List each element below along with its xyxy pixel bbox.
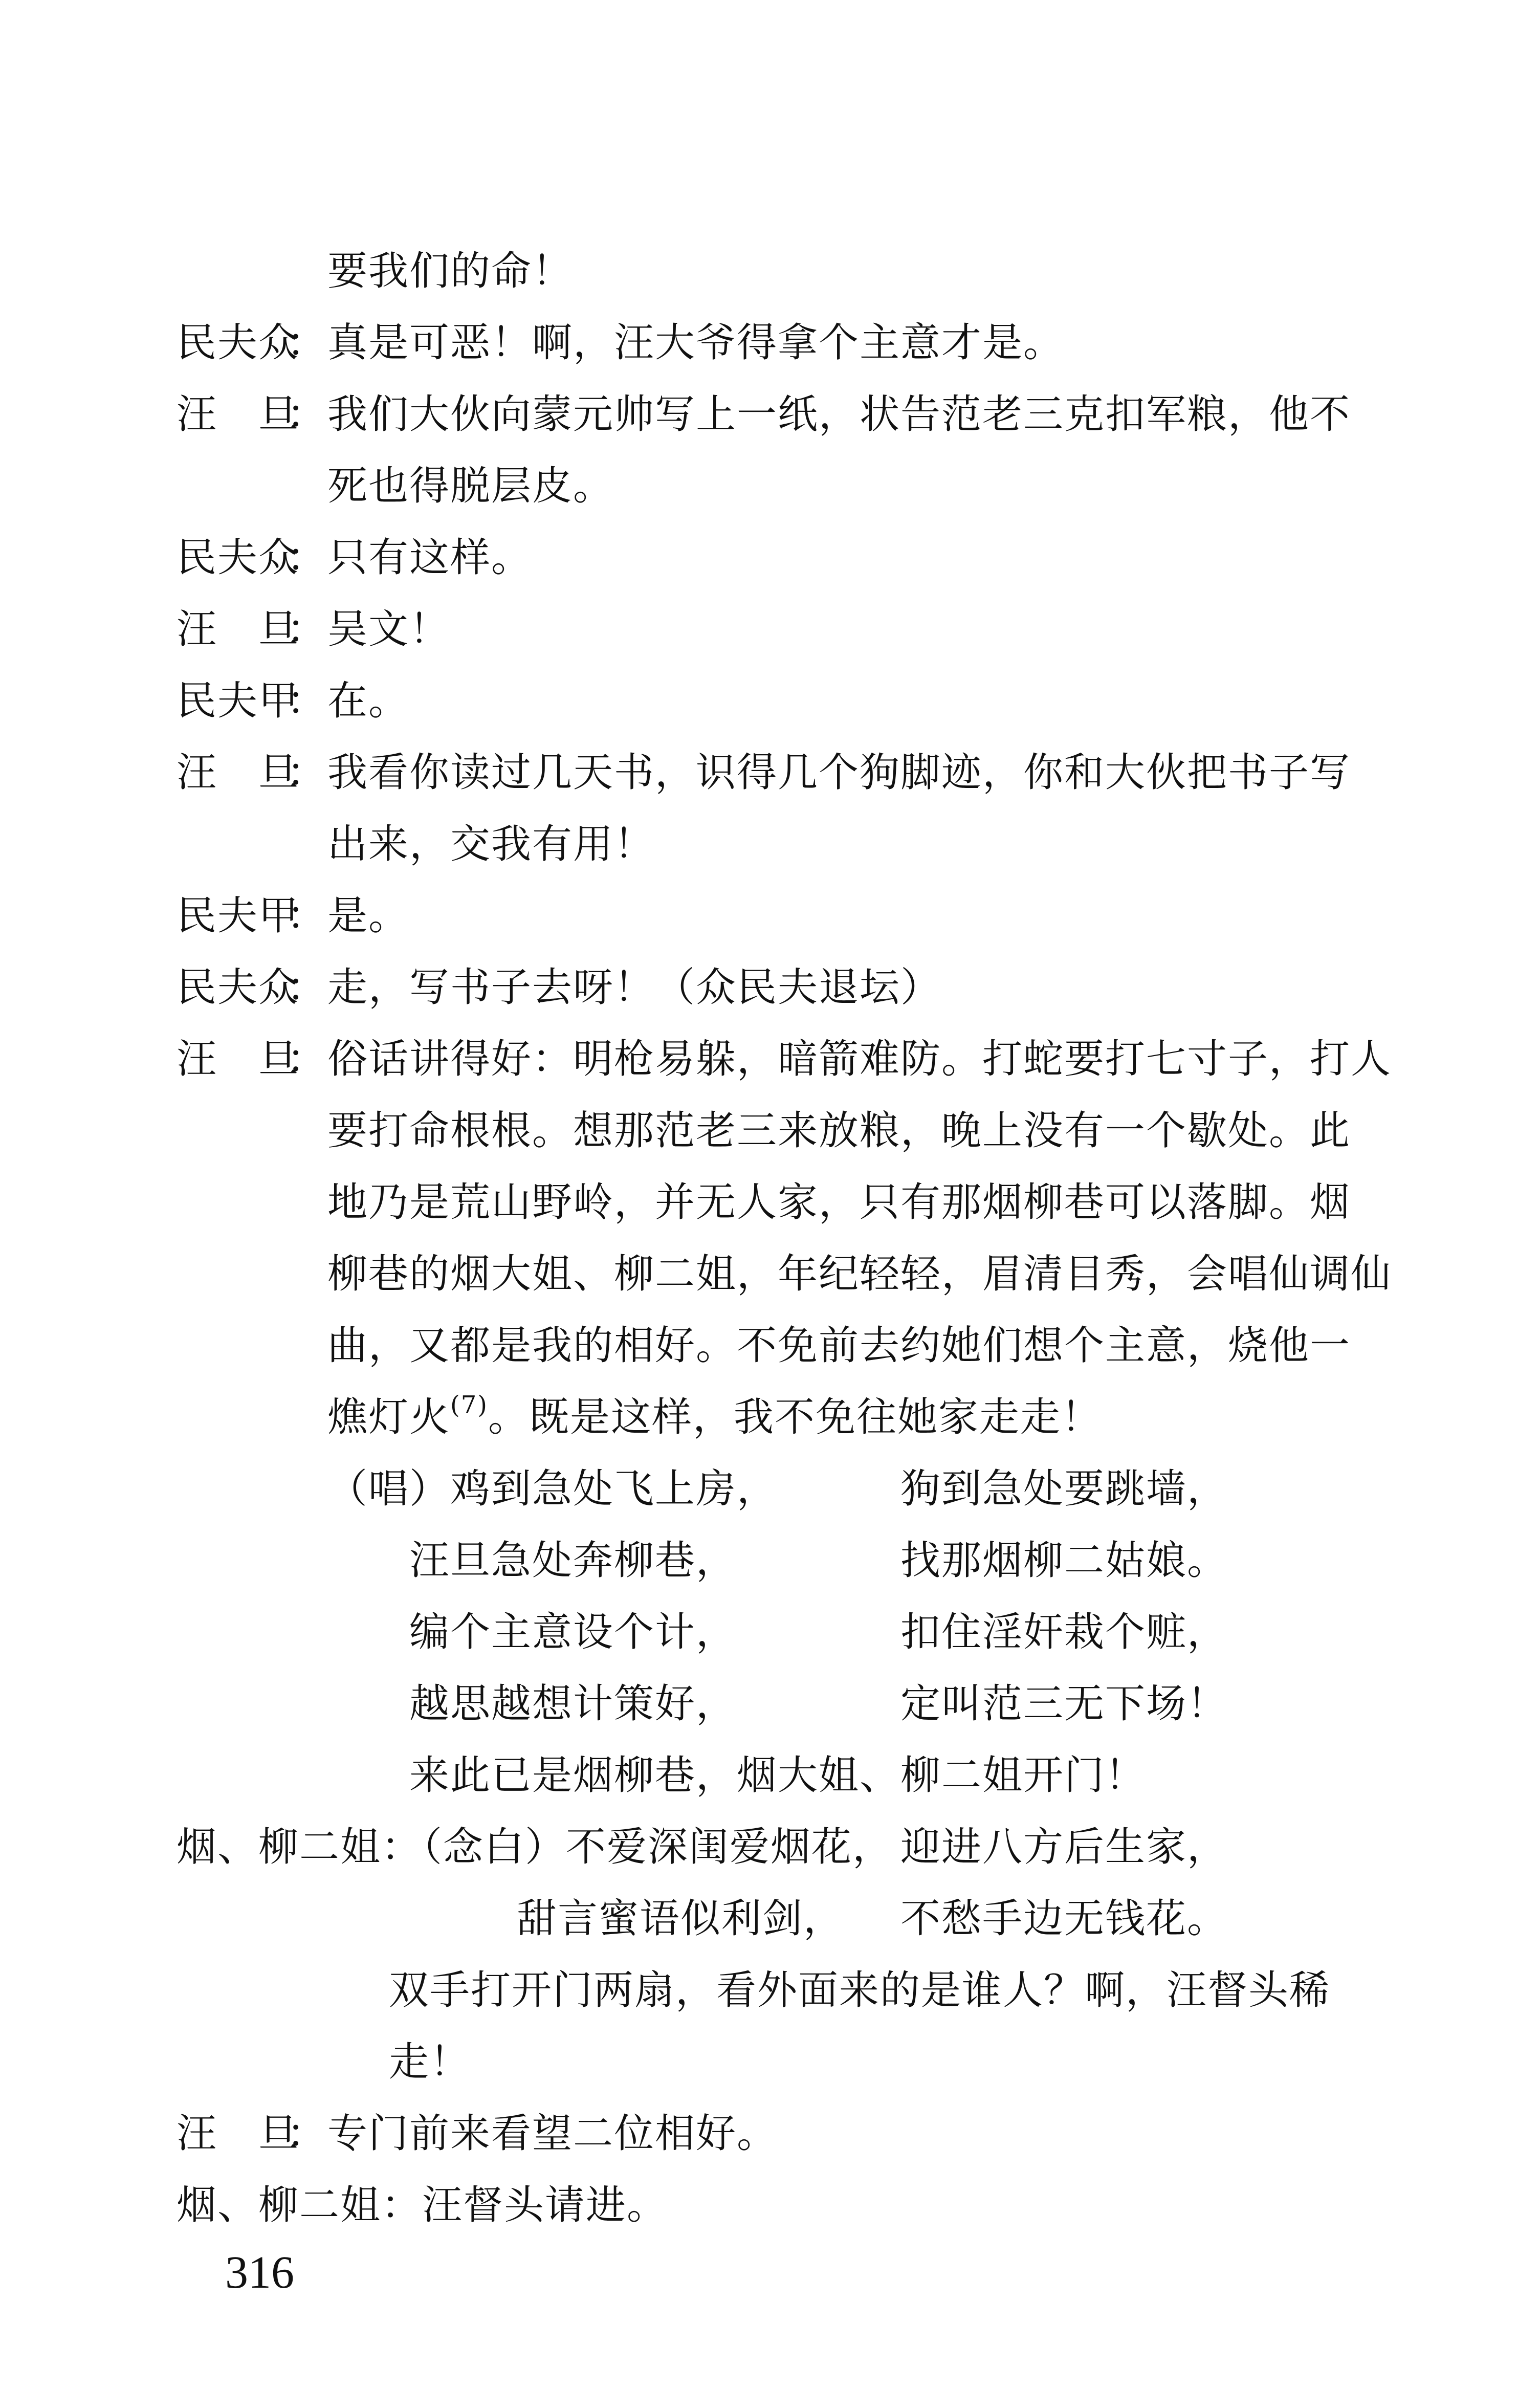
song-line: 找那烟柳二姑娘。 (900, 1538, 1228, 1584)
dialogue-line: 来此已是烟柳巷，烟大姐、柳二姐开门！ (409, 1752, 1147, 1799)
dialogue-line: 烟、柳二姐：汪督头请进。 (177, 2175, 668, 2236)
song-line: 越思越想计策好， (409, 1681, 737, 1727)
dialogue-line: 民夫甲：是。 (177, 885, 409, 947)
song-line: 编个主意设个计， (409, 1609, 737, 1655)
song-line: 狗到急处要跳墙， (900, 1466, 1228, 1512)
dialogue-line: 双手打开门两扇，看外面来的是谁人？啊，汪督头稀 (389, 1967, 1331, 2013)
dialogue-line: 汪 旦：俗话讲得好：明枪易躲，暗箭难防。打蛇要打七寸子，打人 (177, 1028, 1392, 1090)
dialogue-line: 燋灯火$^{(7)}$。既是这样，我不免往她家走走！ (327, 1391, 1103, 1440)
page-number: 316 (225, 2247, 294, 2298)
speaker-label: 民夫众 (177, 965, 300, 1011)
song-line: （唱）鸡到急处飞上房， (327, 1466, 778, 1512)
dialogue-line: 民夫众：真是可恶！啊，汪大爷得拿个主意才是。 (177, 312, 1064, 374)
speaker-label: 民夫众 (177, 535, 300, 581)
dialogue-line: 汪 旦：我们大伙向蒙元帅写上一纸，状告范老三克扣军粮，他不 (177, 384, 1351, 445)
dialogue-line: 要我们的命！ (327, 248, 574, 294)
speaker-label: 民夫甲 (177, 893, 300, 939)
speaker-label: 烟、柳二姐 (177, 1824, 382, 1870)
song-line: 扣住淫奸栽个赃， (900, 1609, 1228, 1655)
dialogue-line: 民夫众：只有这样。 (177, 527, 532, 588)
speaker-label: 民夫甲 (177, 678, 300, 724)
dialogue-line: 汪 旦：我看你读过几天书，识得几个狗脚迹，你和大伙把书子写 (177, 742, 1351, 803)
speaker-label: 汪 旦 (177, 606, 300, 652)
dialogue-line: 民夫众：走，写书子去呀！（众民夫退坛） (177, 957, 941, 1018)
speaker-label: 汪 旦 (177, 750, 300, 796)
dialogue-line: 出来，交我有用！ (327, 821, 655, 867)
dialogue-line: 死也得脱层皮。 (327, 463, 614, 509)
dialogue-line: 民夫甲：在。 (177, 670, 409, 732)
dialogue-line: 甜言蜜语似利剑， (517, 1896, 845, 1942)
dialogue-line: 汪 旦：吴文！ (177, 599, 450, 660)
speaker-label: 汪 旦 (177, 1036, 300, 1082)
speaker-label: 烟、柳二姐 (177, 2182, 382, 2228)
song-line: 定叫范三无下场！ (900, 1681, 1228, 1727)
speaker-label: 汪 旦 (177, 391, 300, 437)
dialogue-line: 走！ (389, 2039, 471, 2085)
dialogue-line: 不愁手边无钱花。 (900, 1896, 1228, 1942)
dialogue-line: 柳巷的烟大姐、柳二姐，年纪轻轻，眉清目秀，会唱仙调仙 (327, 1251, 1392, 1297)
footnote-marker: (7) (450, 1391, 489, 1419)
song-line: 汪旦急处奔柳巷， (409, 1538, 737, 1584)
speaker-label: 汪 旦 (177, 2111, 300, 2157)
dialogue-line: 地乃是荒山野岭，并无人家，只有那烟柳巷可以落脚。烟 (327, 1179, 1351, 1225)
speaker-label: 民夫众 (177, 320, 300, 366)
dialogue-line: 烟、柳二姐：（念白）不爱深闺爱烟花， (177, 1816, 893, 1878)
dialogue-line: 曲，又都是我的相好。不免前去约她们想个主意，烧他一 (327, 1323, 1351, 1369)
dialogue-line: 要打命根根。想那范老三来放粮，晚上没有一个歇处。此 (327, 1108, 1351, 1154)
dialogue-line: 迎进八方后生家， (900, 1824, 1228, 1870)
dialogue-line: 汪 旦：专门前来看望二位相好。 (177, 2103, 778, 2164)
